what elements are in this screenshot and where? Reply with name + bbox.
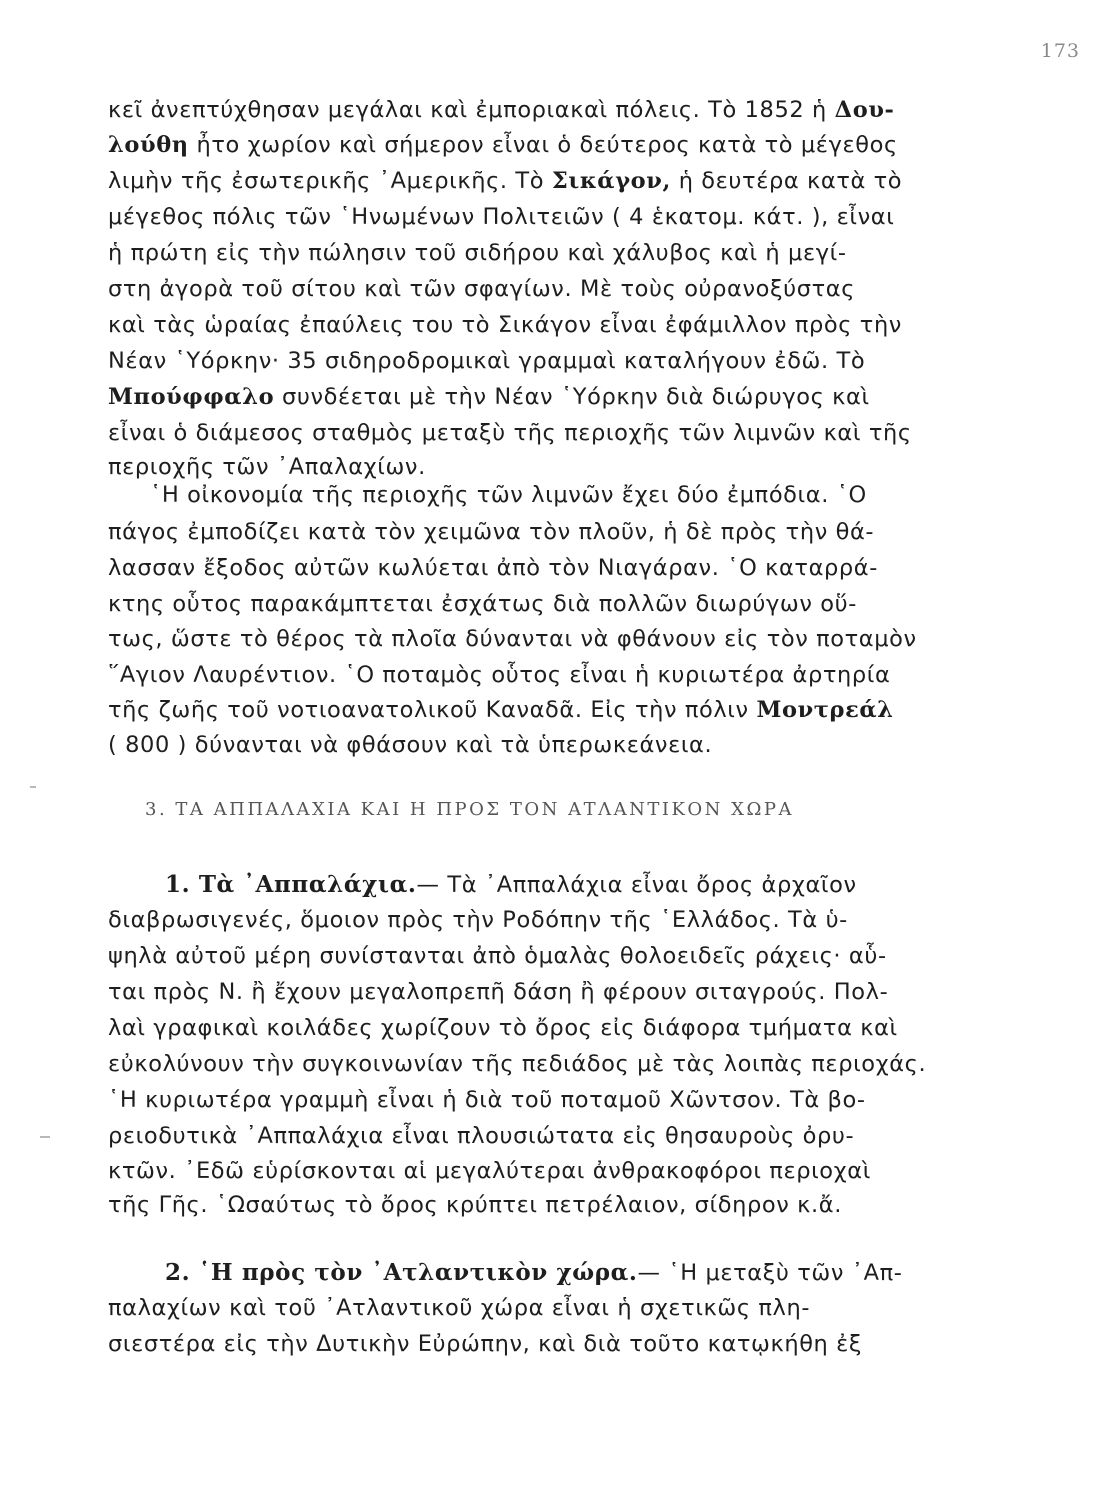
text-line: ται πρὸς Ν. ἢ ἔχουν μεγαλοπρεπῆ δάση ἢ φέρουν σιταγρούς. Πολ- [108,979,889,1005]
text-line [108,695,953,725]
bold-term: Σικάγον, [551,168,671,194]
text-line: περιοχῆς τῶν ᾿Απαλαχίων. [108,454,426,480]
text-span: τῆς ζωῆς τοῦ νοτιοανατολικοῦ Καναδᾶ. Εἰς τὴν πόλιν [108,697,757,723]
subsection-heading: 1. Τὰ ᾿Αππαλάχια. [165,871,417,898]
page-number: 173 [1040,40,1080,62]
text-line: σιεστέρα εἰς τὴν Δυτικὴν Εὐρώπην, καὶ διὰ τοῦτο κατῳκήθη ἐξ [108,1331,863,1357]
text-span: — ῾Η μεταξὺ τῶν ᾿Απ- [637,1260,903,1286]
text-line [108,130,953,160]
text-line [108,382,953,412]
text-line: καὶ τὰς ὡραίας ἐπαύλεις του τὸ Σικάγον εἶναι ἐφάμιλλον πρὸς τὴν [108,312,902,338]
text-line [108,95,953,125]
text-span: ἦτο χωρίον καὶ σήμερον εἶναι ὁ δεύτερος κατὰ τὸ μέγεθος [188,132,898,158]
text-span: συνδέεται μὲ τὴν Νέαν ῾Υόρκην διὰ διώρυγος καὶ [274,384,870,410]
scan-mark [40,1136,50,1138]
section-title: 3. ΤΑ ΑΠΠΑΛΑΧΙΑ ΚΑΙ Η ΠΡΟΣ ΤΟΝ ΑΤΛΑΝΤΙΚΟΝ ΧΩΡΑ [145,799,794,820]
text-line [108,166,953,196]
text-line: εὐκολύνουν τὴν συγκοινωνίαν τῆς πεδιάδος μὲ τὰς λοιπὰς περιοχάς. [108,1051,927,1077]
text-line: πάγος ἐμποδίζει κατὰ τὸν χειμῶνα τὸν πλοῦν, ἡ δὲ πρὸς τὴν θά- [108,519,875,545]
subsection-heading: 2. ῾Η πρὸς τὸν ᾿Ατλαντικὸν χώρα. [165,1259,638,1286]
text-line: κτης οὗτος παρακάμπτεται ἐσχάτως διὰ πολλῶν διωρύγων οὕ- [108,591,857,617]
text-span: — Τὰ ᾿Αππαλάχια εἶναι ὄρος ἀρχαῖον [416,872,857,898]
text-line: παλαχίων καὶ τοῦ ᾿Ατλαντικοῦ χώρα εἶναι ἡ σχετικῶς πλη- [108,1295,811,1321]
text-line: ψηλὰ αὐτοῦ μέρη συνίστανται ἀπὸ ὁμαλὰς θολοειδεῖς ράχεις· αὗ- [108,943,887,969]
text-line: ἡ πρώτη εἰς τὴν πώλησιν τοῦ σιδήρου καὶ χάλυβος καὶ ἡ μεγί- [108,240,847,266]
text-line: ( 800 ) δύνανται νὰ φθάσουν καὶ τὰ ὑπερωκεάνεια. [108,732,713,758]
text-line: ῞Αγιον Λαυρέντιον. ῾Ο ποταμὸς οὗτος εἶναι ἡ κυριωτέρα ἀρτηρία [108,662,891,688]
text-line: διαβρωσιγενές, ὅμοιον πρὸς τὴν Ροδόπην τῆς ῾Ελλάδος. Τὰ ὑ- [108,907,848,933]
bold-term: Μοντρεάλ [756,697,894,723]
bold-term: λούθη [108,132,189,158]
text-line: στη ἀγορὰ τοῦ σίτου καὶ τῶν σφαγίων. Μὲ τοὺς οὐρανοξύστας [108,276,856,302]
text-span: ἡ δευτέρα κατὰ τὸ [670,168,903,194]
text-line: ῾Η οἰκονομία τῆς περιοχῆς τῶν λιμνῶν ἔχει δύο ἐμπόδια. ῾Ο [150,482,867,508]
text-line: τῆς Γῆς. ῾Ωσαύτως τὸ ὄρος κρύπτει πετρέλαιον, σίδηρον κ.ἄ. [108,1192,842,1218]
text-span: κεῖ ἀνεπτύχθησαν μεγάλαι καὶ ἐμποριακαὶ πόλεις. Τὸ 1852 ἡ [108,97,835,123]
text-line: λαὶ γραφικαὶ κοιλάδες χωρίζουν τὸ ὄρος εἰς διάφορα τμήματα καὶ [108,1015,898,1041]
text-line: μέγεθος πόλις τῶν ῾Ηνωμένων Πολιτειῶν ( 4 ἑκατομ. κάτ. ), εἶναι [108,204,895,230]
text-line: τως, ὥστε τὸ θέρος τὰ πλοῖα δύνανται νὰ φθάνουν εἰς τὸν ποταμὸν [108,626,917,652]
text-span: λιμὴν τῆς ἐσωτερικῆς ᾿Αμερικῆς. Τὸ [108,168,552,194]
text-line: εἶναι ὁ διάμεσος σταθμὸς μεταξὺ τῆς περιοχῆς τῶν λιμνῶν καὶ τῆς [108,420,912,446]
text-line: κτῶν. ᾿Εδῶ εὑρίσκονται αἱ μεγαλύτεραι ἀνθρακοφόροι περιοχαὶ [108,1158,871,1184]
bold-term: Μπούφφαλο [108,384,275,410]
text-line: ῾Η κυριωτέρα γραμμὴ εἶναι ἡ διὰ τοῦ ποταμοῦ Χῶντσον. Τὰ βο- [108,1087,866,1113]
text-line [165,1258,953,1288]
text-line: ρειοδυτικὰ ᾿Αππαλάχια εἶναι πλουσιώτατα εἰς θησαυροὺς ὀρυ- [108,1123,855,1149]
text-line: λασσαν ἔξοδος αὐτῶν κωλύεται ἀπὸ τὸν Νιαγάραν. ῾Ο καταρρά- [108,555,878,581]
text-line [165,870,953,900]
text-line: Νέαν ῾Υόρκην· 35 σιδηροδρομικαὶ γραμμαὶ καταλήγουν ἐδῶ. Τὸ [108,348,866,374]
bold-term: Δου- [834,97,895,123]
scan-mark [30,786,36,788]
